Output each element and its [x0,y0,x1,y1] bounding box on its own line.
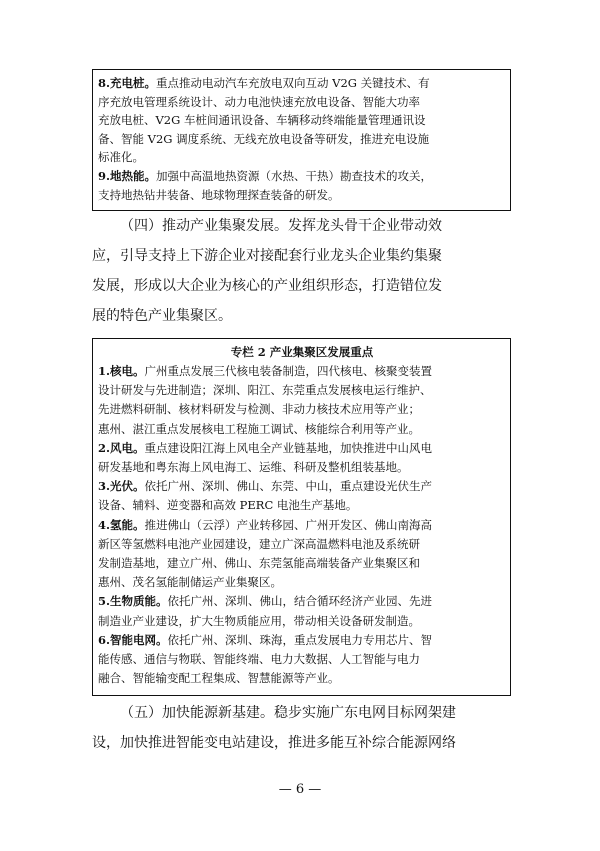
box-title: 专栏 2 产业集聚区发展重点 [230,345,374,359]
box-body [98,362,506,688]
text-run: 依托广州、深圳、佛山、东莞、中山，重点建设光伏生产 [144,479,433,494]
paragraph-line [92,271,512,301]
text-run: 惠州、湛江重点发展核电工程施工调试、核能综合利用等产业。 [98,421,420,436]
text-run: 设计研发与先进制造；深圳、阳江、东莞重点发展核电运行维护、 [98,383,432,398]
text-run: 广州重点发展三代核电装备制造，四代核电、核聚变装置 [144,364,433,378]
text-run: 融合、智能输变配工程集成、智慧能源等产业。 [98,671,340,686]
box-line [98,496,506,515]
box-line [98,74,506,93]
box-line [98,93,506,112]
text-run: 先进燃料研制、核材料研发与检测、非动力核技术应用等产业； [98,402,420,417]
text-run: 展的特色产业集聚区。 [92,308,232,324]
text-run: 依托广州、深圳、佛山，结合循环经济产业园、先进 [167,594,433,609]
box-line [98,186,506,205]
box-line [98,631,506,650]
paragraph-line [92,698,512,728]
box-line [98,573,506,592]
text-run: 发制造基地，建立广州、佛山、东莞氢能高端装备产业集聚区和 [98,556,420,571]
text-run: 备、智能 V2G 调度系统、无线充放电设备等研发，推进充电设施 [98,131,430,146]
text-run: 设，加快推进智能变电站建设，推进多能互补综合能源网络 [92,735,456,751]
item-heading: 3.光伏。 [98,479,145,494]
text-run: 制造业产业建设，扩大生物质能应用，带动相关设备研发制造。 [98,613,420,628]
text-run: 设备、辅料、逆变器和高效 PERC 电池生产基地。 [98,498,358,513]
text-run: 充放电桩、V2G 车桩间通讯设备、车辆移动终端能量管理通讯设 [98,113,426,128]
feature-box-industry-cluster [92,338,511,696]
box-line [98,130,506,149]
text-run: 加强中高温地热资源（水热、干热）勘查技术的攻关， [156,168,433,183]
text-run: 应，引导支持上下游企业对接配套行业龙头企业集约集聚 [92,248,442,264]
item-heading: 9.地热能。 [98,168,157,183]
text-run: （四）推动产业集聚发展。 [120,218,288,234]
box-line [98,592,506,611]
box-line [98,458,506,477]
item-heading: 8.充电桩。 [98,76,157,90]
box-line [98,439,506,458]
item-heading: 6.智能电网。 [98,632,168,647]
box-line [98,669,506,688]
box-line [98,400,506,419]
text-run: 发挥龙头骨干企业带动效 [288,218,442,234]
item-heading: 2.风电。 [98,440,145,455]
text-run: 标准化。 [98,150,144,165]
text-run: 依托广州、深圳、珠海，重点发展电力专用芯片、智 [167,632,433,647]
box-line [98,650,506,669]
feature-box-charging-geothermal [92,69,511,211]
box-line [98,167,506,186]
item-heading: 1.核电。 [98,364,145,378]
item-heading: 4.氢能。 [98,517,145,532]
box-line [98,554,506,573]
text-run: 稳步实施广东电网目标网架建 [274,705,456,721]
text-run: 研发基地和粤东海上风电海工、运维、科研及整机组装基地。 [98,460,409,475]
paragraph-industry-cluster [92,211,512,331]
text-run: 推进佛山（云浮）产业转移园、广州开发区、佛山南海高 [144,517,433,532]
box-line [98,535,506,554]
paragraph-line [92,301,512,331]
page-number: — 6 — [278,782,322,797]
box-line [98,381,506,400]
paragraph-new-infrastructure [92,698,512,758]
paragraph-line [92,728,512,758]
paragraph-line [92,211,512,241]
box-line [98,362,506,381]
box-line [98,420,506,439]
box-line [98,516,506,535]
text-run: 能传感、通信与物联、智能终端、电力大数据、人工智能与电力 [98,652,420,667]
box-line [98,111,506,130]
text-run: 发展，形成以大企业为核心的产业组织形态，打造错位发 [92,278,442,294]
paragraph-line [92,241,512,271]
item-heading: 5.生物质能。 [98,594,168,609]
box-line [98,477,506,496]
text-run: 序充放电管理系统设计、动力电池快速充放电设备、智能大功率 [98,94,420,109]
box-line [98,612,506,631]
text-run: 支持地热钻井装备、地球物理探查装备的研发。 [98,187,340,202]
text-run: 惠州、茂名氢能制储运产业集聚区。 [98,575,282,590]
box-line [98,148,506,167]
text-run: 重点建设阳江海上风电全产业链基地，加快推进中山风电 [144,440,433,455]
text-run: 新区等氢燃料电池产业园建设，建立广深高温燃料电池及系统研 [98,536,420,551]
text-run: （五）加快能源新基建。 [120,705,274,721]
text-run: 重点推动电动汽车充放电双向互动 V2G 关键技术、有 [156,76,430,90]
